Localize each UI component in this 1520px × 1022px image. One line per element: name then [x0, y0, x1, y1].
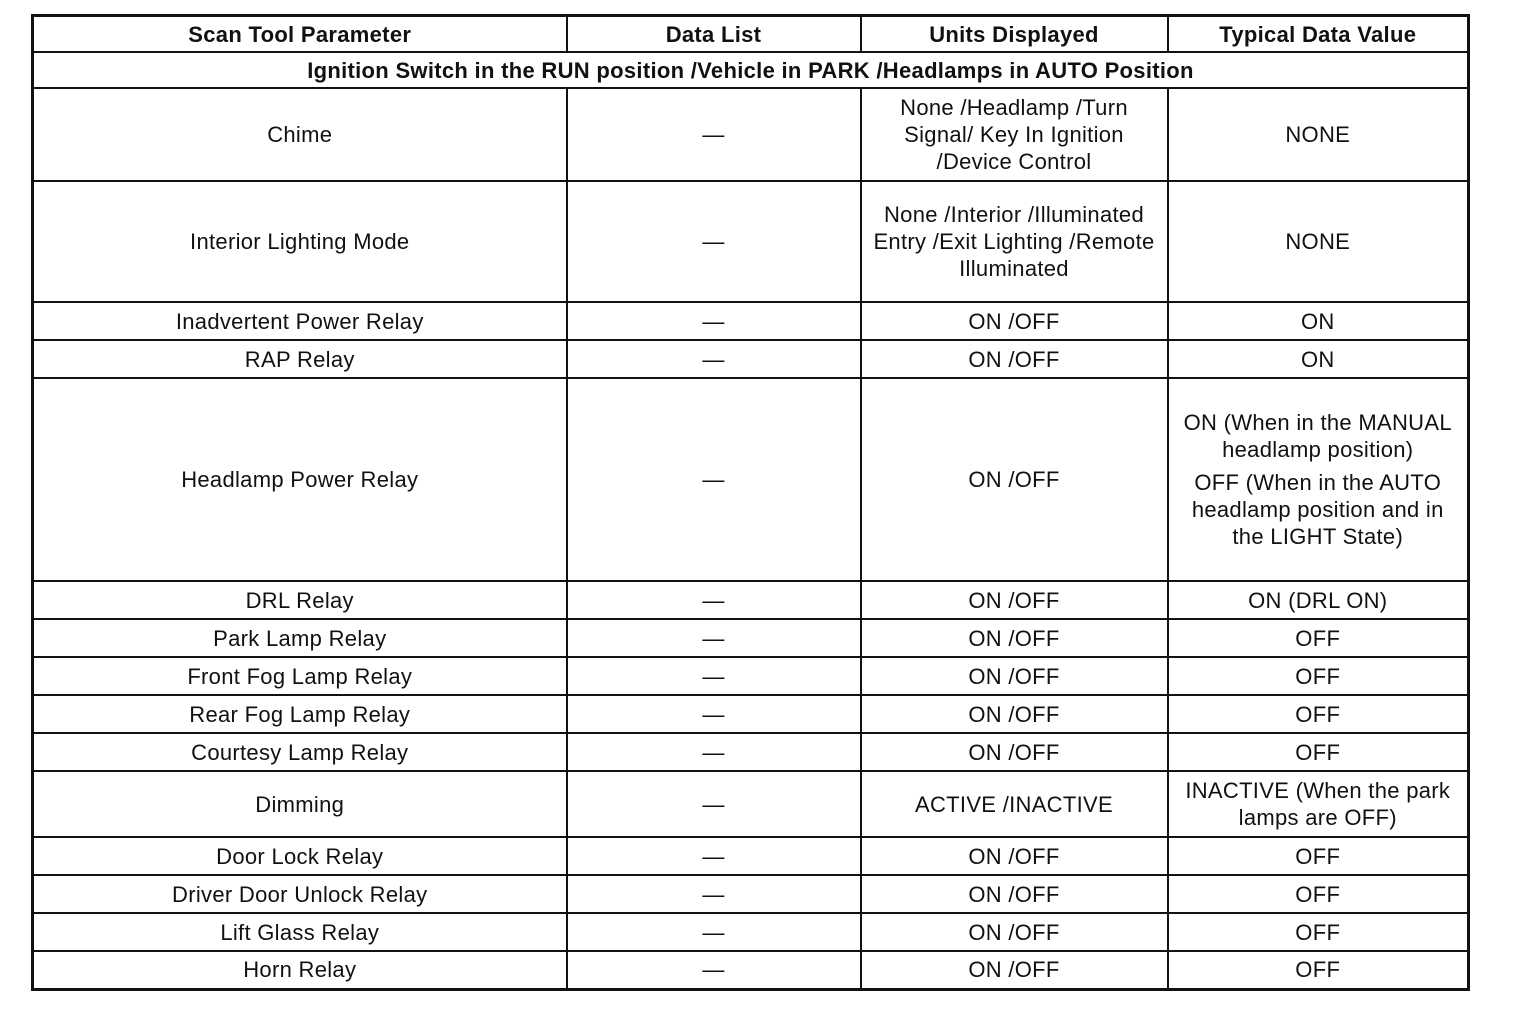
typical-value-cell: ON: [1168, 340, 1469, 378]
typical-value-cell: OFF: [1168, 837, 1469, 875]
header-row: [33, 16, 1469, 53]
table-row: [33, 913, 1469, 951]
typical-value-cell: NONE: [1168, 181, 1469, 302]
parameter-cell: Dimming: [33, 771, 567, 837]
table-row: [33, 302, 1469, 340]
parameter-cell: Inadvertent Power Relay: [33, 302, 567, 340]
units-cell: ACTIVE /INACTIVE: [861, 771, 1168, 837]
data-list-cell: —: [567, 181, 861, 302]
table-row: [33, 619, 1469, 657]
parameter-cell: DRL Relay: [33, 581, 567, 619]
table-row: [33, 771, 1469, 837]
table-row: [33, 837, 1469, 875]
typical-value-cell: ON (DRL ON): [1168, 581, 1469, 619]
parameter-cell: Park Lamp Relay: [33, 619, 567, 657]
scan-tool-data-table: [31, 14, 1470, 991]
header-typical-data-value: Typical Data Value: [1168, 16, 1469, 53]
table-row: [33, 951, 1469, 989]
data-list-cell: —: [567, 581, 861, 619]
header-scan-tool-parameter: Scan Tool Parameter: [33, 16, 567, 53]
units-cell: ON /OFF: [861, 913, 1168, 951]
units-cell: ON /OFF: [861, 695, 1168, 733]
typical-value-cell: OFF: [1168, 619, 1469, 657]
parameter-cell: Lift Glass Relay: [33, 913, 567, 951]
units-cell: ON /OFF: [861, 581, 1168, 619]
typical-value-auto: OFF (When in the AUTO headlamp position and in the LIGHT State): [1191, 470, 1444, 549]
data-list-cell: —: [567, 875, 861, 913]
parameter-cell: Courtesy Lamp Relay: [33, 733, 567, 771]
data-list-cell: —: [567, 378, 861, 581]
table-row: [33, 657, 1469, 695]
parameter-cell: Door Lock Relay: [33, 837, 567, 875]
data-list-cell: —: [567, 837, 861, 875]
typical-value-cell: OFF: [1168, 951, 1469, 989]
table-row: [33, 88, 1469, 181]
units-cell: None /Headlamp /Turn Signal/ Key In Ignition /Device Control: [861, 88, 1168, 181]
parameter-cell: Headlamp Power Relay: [33, 378, 567, 581]
header-units-displayed: Units Displayed: [861, 16, 1168, 53]
typical-value-manual: ON (When in the MANUAL headlamp position): [1183, 410, 1452, 462]
units-cell: ON /OFF: [861, 619, 1168, 657]
data-list-cell: —: [567, 88, 861, 181]
units-cell: ON /OFF: [861, 733, 1168, 771]
parameter-cell: RAP Relay: [33, 340, 567, 378]
parameter-cell: Chime: [33, 88, 567, 181]
data-list-cell: —: [567, 657, 861, 695]
table-row: [33, 181, 1469, 302]
typical-value-cell: OFF: [1168, 913, 1469, 951]
table-row: [33, 733, 1469, 771]
table-row: [33, 875, 1469, 913]
units-cell: ON /OFF: [861, 340, 1168, 378]
table-row: [33, 378, 1469, 581]
parameter-cell: Rear Fog Lamp Relay: [33, 695, 567, 733]
section-row: [33, 52, 1469, 88]
typical-value-cell: INACTIVE (When the park lamps are OFF): [1168, 771, 1469, 837]
typical-value-cell: [1168, 378, 1469, 581]
data-list-cell: —: [567, 619, 861, 657]
data-list-cell: —: [567, 695, 861, 733]
units-cell: ON /OFF: [861, 875, 1168, 913]
header-data-list: Data List: [567, 16, 861, 53]
units-cell: ON /OFF: [861, 657, 1168, 695]
typical-value-cell: ON: [1168, 302, 1469, 340]
units-cell: None /Interior /Illuminated Entry /Exit Lighting /Remote Illuminated: [861, 181, 1168, 302]
data-list-cell: —: [567, 340, 861, 378]
table-row: [33, 695, 1469, 733]
data-list-cell: —: [567, 913, 861, 951]
typical-value-cell: OFF: [1168, 733, 1469, 771]
typical-value-cell: NONE: [1168, 88, 1469, 181]
data-list-cell: —: [567, 771, 861, 837]
data-list-cell: —: [567, 302, 861, 340]
typical-value-cell: OFF: [1168, 695, 1469, 733]
parameter-cell: Interior Lighting Mode: [33, 181, 567, 302]
typical-value-cell: OFF: [1168, 875, 1469, 913]
units-cell: ON /OFF: [861, 378, 1168, 581]
typical-value-cell: OFF: [1168, 657, 1469, 695]
parameter-cell: Driver Door Unlock Relay: [33, 875, 567, 913]
units-cell: ON /OFF: [861, 837, 1168, 875]
data-list-cell: —: [567, 951, 861, 989]
section-title: Ignition Switch in the RUN position /Vehicle in PARK /Headlamps in AUTO Position: [33, 52, 1469, 88]
units-cell: ON /OFF: [861, 302, 1168, 340]
units-cell: ON /OFF: [861, 951, 1168, 989]
parameter-cell: Horn Relay: [33, 951, 567, 989]
data-list-cell: —: [567, 733, 861, 771]
table-row: [33, 581, 1469, 619]
parameter-cell: Front Fog Lamp Relay: [33, 657, 567, 695]
table-row: [33, 340, 1469, 378]
